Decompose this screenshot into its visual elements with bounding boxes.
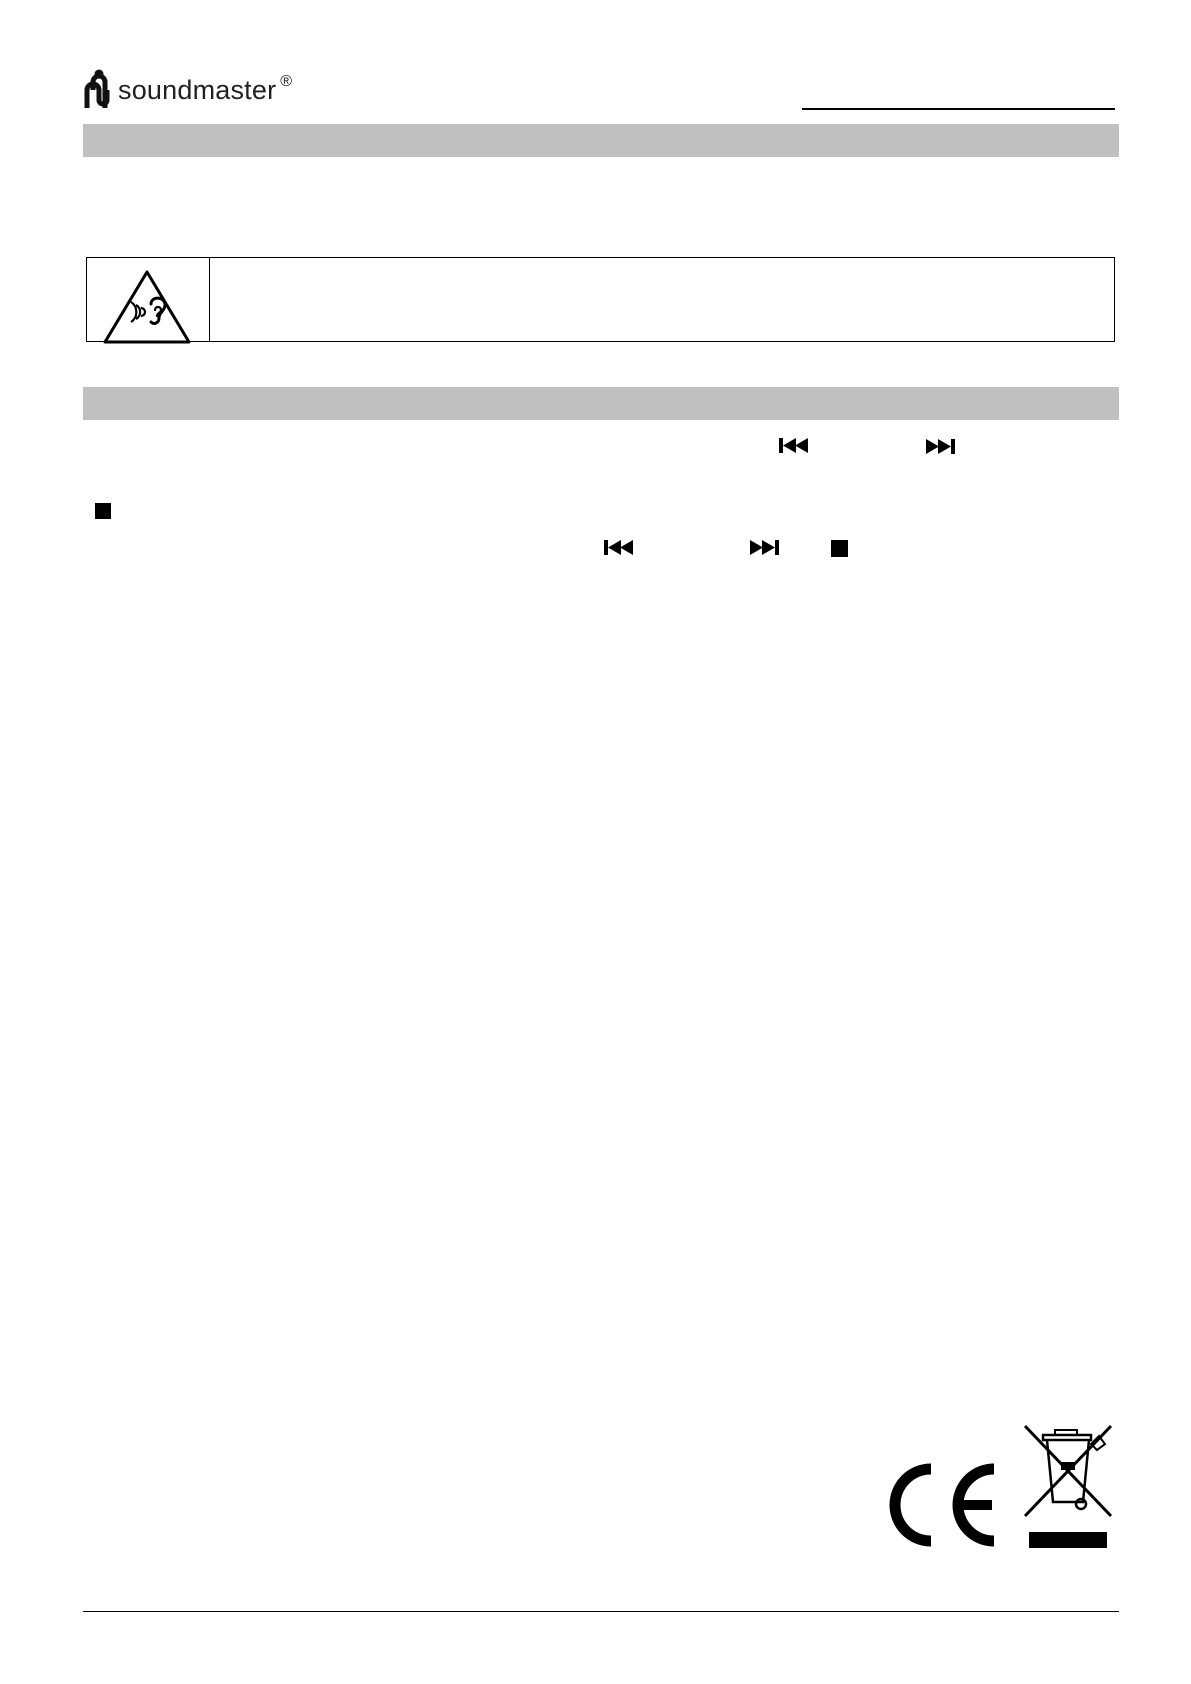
stop-icon [831,540,848,557]
skip-previous-icon [779,437,809,454]
hearing-warning-box [86,257,1115,342]
header-rule [802,108,1115,110]
registered-mark: ® [280,73,293,90]
section-header-bar [83,124,1119,157]
skip-next-icon [926,438,956,455]
skip-next-icon [750,539,780,556]
brand-name: soundmaster [118,74,277,105]
soundmaster-logo-icon [84,68,114,110]
footer-rule [83,1611,1119,1612]
skip-previous-icon [604,539,634,556]
warning-box-divider [209,258,210,341]
stop-icon [95,503,111,519]
ce-mark-icon [884,1463,999,1547]
brand-logo [84,68,292,110]
crossed-out-wheelie-bin-icon [1021,1422,1115,1552]
section-header-bar [83,387,1119,420]
ear-warning-triangle-icon [101,266,193,346]
